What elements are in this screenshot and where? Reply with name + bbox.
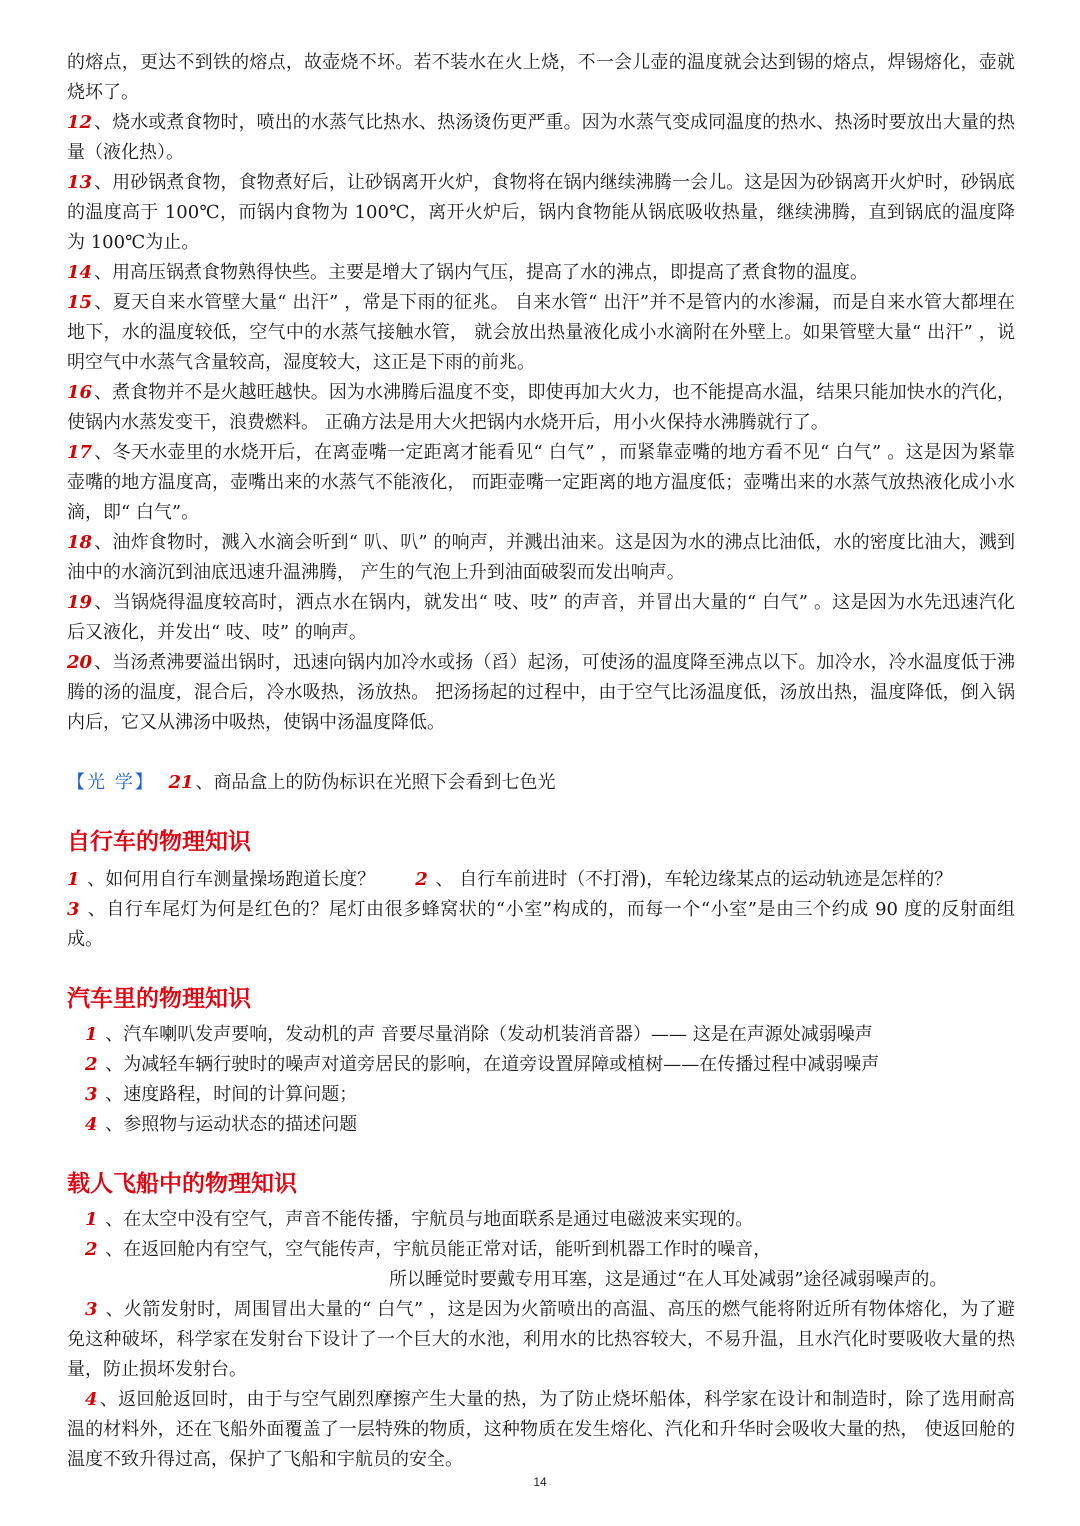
item-text: 、夏天自来水管壁大量“ 出汗” ，常是下雨的征兆。 自来水管“ 出汗”并不是管内的水渗漏，而是自来水管大都埋在地下，水的温度较低，空气中的水蒸气接触水管， 就会放出热量液化成小水滴附在外壁上。如果管壁大量“ 出汗” ，说明空气中水蒸气含量较高，湿度较大，这正是下雨的前兆。 — [67, 292, 1015, 373]
item-number: 20 — [67, 652, 93, 673]
item-text: 、烧水或煮食物时，喷出的水蒸气比热水、热汤烫伤更严重。因为水蒸气变成同温度的热水、热汤时要放出大量的热量（液化热）。 — [67, 112, 1015, 163]
item-text: 、油炸食物时，溅入水滴会听到“ 叭、叭” 的响声，并溅出油来。这是因为水的沸点比油低，水的密度比油大，溅到油中的水滴沉到油底迅速升温沸腾， 产生的气泡上升到油面破裂而发出响声。 — [67, 532, 1015, 583]
list-item — [67, 1295, 1015, 1385]
list-item — [67, 1020, 1015, 1050]
item-text: 、自行车尾灯为何是红色的？尾灯由很多蜂窝状的“小室”构成的，而每一个“小室”是由三个约成 90 度的反射面组成。 — [67, 899, 1015, 950]
item-number: 1 — [85, 1024, 98, 1045]
item-number: 15 — [67, 292, 93, 313]
item-number: 1 — [67, 869, 80, 890]
item-number: 18 — [67, 532, 93, 553]
list-item — [67, 258, 1015, 288]
list-item — [67, 378, 1015, 438]
list-item — [67, 865, 1015, 895]
item-text: 、为减轻车辆行驶时的噪声对道旁居民的影响，在道旁设置屏障或植树——在传播过程中减弱噪声 — [99, 1054, 880, 1075]
car-list — [67, 1020, 1015, 1140]
spaceship-section-title: 载人飞船中的物理知识 — [67, 1170, 297, 1197]
list-item — [67, 1050, 1015, 1080]
item-text: 、参照物与运动状态的描述问题 — [99, 1114, 358, 1135]
item-number: 19 — [67, 592, 93, 613]
item-text: 、如何用自行车测量操场跑道长度？ — [81, 869, 376, 890]
list-item — [67, 288, 1015, 378]
list-item — [67, 1385, 1015, 1475]
item-text: 、汽车喇叭发声要响，发动机的声 音要尽量消除（发动机装消音器）—— 这是在声源处减弱噪声 — [99, 1024, 873, 1045]
item-number: 1 — [85, 1209, 98, 1230]
list-item — [67, 438, 1015, 528]
list-item — [67, 895, 1015, 955]
item-text: 、冬天水壶里的水烧开后，在离壶嘴一定距离才能看见“ 白气” ，而紧靠壶嘴的地方看不见“ 白气” 。这是因为紧靠壶嘴的地方温度高，壶嘴出来的水蒸气不能液化， 而距壶嘴一定距离的地方温度低；壶嘴出来的水蒸气放热液化成小水滴，即“ 白气”。 — [67, 442, 1015, 523]
item-number: 17 — [67, 442, 93, 463]
item-text: 、商品盒上的防伪标识在光照下会看到七色光 — [195, 772, 556, 793]
list-item — [67, 588, 1015, 648]
item-number: 3 — [67, 899, 80, 920]
item-text: 、返回舱返回时，由于与空气剧烈摩擦产生大量的热，为了防止烧坏船体，科学家在设计和制造时，除了选用耐高温的材料外，还在飞船外面覆盖了一层特殊的物质，这种物质在发生熔化、汽化和升华时会吸收大量的热， 使返回舱的温度不致升得过高，保护了飞船和宇航员的安全。 — [67, 1389, 1015, 1470]
item-text: 、速度路程，时间的计算问题； — [99, 1084, 358, 1105]
item-text: 、用高压锅煮食物熟得快些。主要是增大了锅内气压，提高了水的沸点，即提高了煮食物的温度。 — [94, 262, 869, 283]
optics-line — [67, 768, 1015, 798]
page-number: 14 — [533, 1475, 547, 1489]
item-number: 2 — [85, 1239, 98, 1260]
bicycle-section-title: 自行车的物理知识 — [67, 828, 251, 855]
item-number: 21 — [168, 772, 194, 793]
item-number: 3 — [85, 1084, 98, 1105]
paragraph-continued: 的熔点，更达不到铁的熔点，故壶烧不坏。若不装水在火上烧，不一会儿壶的温度就会达到锡的熔点，焊锡熔化，壶就烧坏了。 — [67, 52, 1015, 103]
item-number: 14 — [67, 262, 93, 283]
item-number: 16 — [67, 382, 93, 403]
list-item — [67, 528, 1015, 588]
item-number: 4 — [85, 1114, 98, 1135]
item-text: 、煮食物并不是火越旺越快。因为水沸腾后温度不变，即使再加大火力，也不能提高水温，结果只能加快水的汽化，使锅内水蒸发变干，浪费燃料。 正确方法是用大火把锅内水烧开后，用小火保持水沸腾就行了。 — [67, 382, 1015, 433]
list-item — [67, 1080, 1015, 1110]
item-number: 12 — [67, 112, 93, 133]
list-item — [67, 1110, 1015, 1140]
item-text: 、用砂锅煮食物，食物煮好后，让砂锅离开火炉，食物将在锅内继续沸腾一会儿。这是因为砂锅离开火炉时，砂锅底的温度高于 100℃，而锅内食物为 100℃，离开火炉后，锅内食物能从锅底吸收热量，继续沸腾，直到锅底的温度降为 100℃为止。 — [67, 172, 1015, 253]
list-item — [67, 1235, 1015, 1265]
item-text: 、在太空中没有空气，声音不能传播，宇航员与地面联系是通过电磁波来实现的。 — [99, 1209, 754, 1230]
item-number: 13 — [67, 172, 93, 193]
spaceship-list — [67, 1205, 1015, 1295]
item-number: 3 — [85, 1299, 98, 1320]
item-text: 、在返回舱内有空气，空气能传声，宇航员能正常对话，能听到机器工作时的噪音， — [99, 1239, 772, 1260]
page-content — [67, 48, 1015, 1475]
item-text: 、当汤煮沸要溢出锅时，迅速向锅内加冷水或扬（舀）起汤，可使汤的温度降至沸点以下。加冷水，冷水温度低于沸腾的汤的温度，混合后，冷水吸热，汤放热。 把汤扬起的过程中，由于空气比汤温度低，汤放出热，温度降低，倒入锅内后，它又从沸汤中吸热，使锅中汤温度降低。 — [67, 652, 1015, 733]
optics-section-label: 【光 学】 — [67, 772, 155, 793]
item-number: 2 — [85, 1054, 98, 1075]
list-item — [67, 648, 1015, 738]
car-section-title: 汽车里的物理知识 — [67, 985, 251, 1012]
list-item-continued: 所以睡觉时要戴专用耳塞，这是通过“在人耳处减弱”途径减弱噪声的。 — [389, 1269, 948, 1290]
item-text: 、 自行车前进时（不打滑)，车轮边缘某点的运动轨迹是怎样的？ — [429, 869, 953, 890]
item-number: 4 — [85, 1389, 98, 1410]
list-item — [67, 108, 1015, 168]
list-item — [67, 1205, 1015, 1235]
item-text: 、当锅烧得温度较高时，洒点水在锅内，就发出“ 吱、吱” 的声音，并冒出大量的“ 白气” 。这是因为水先迅速汽化后又液化，并发出“ 吱、吱” 的响声。 — [67, 592, 1015, 643]
list-item — [67, 168, 1015, 258]
item-number: 2 — [415, 869, 428, 890]
item-text: 、火箭发射时，周围冒出大量的“ 白气” ，这是因为火箭喷出的高温、高压的燃气能将附近所有物体熔化，为了避免这种破坏，科学家在发射台下设计了一个巨大的水池，利用水的比热容较大，不易升温，且水汽化时要吸收大量的热量，防止损坏发射台。 — [67, 1299, 1015, 1380]
